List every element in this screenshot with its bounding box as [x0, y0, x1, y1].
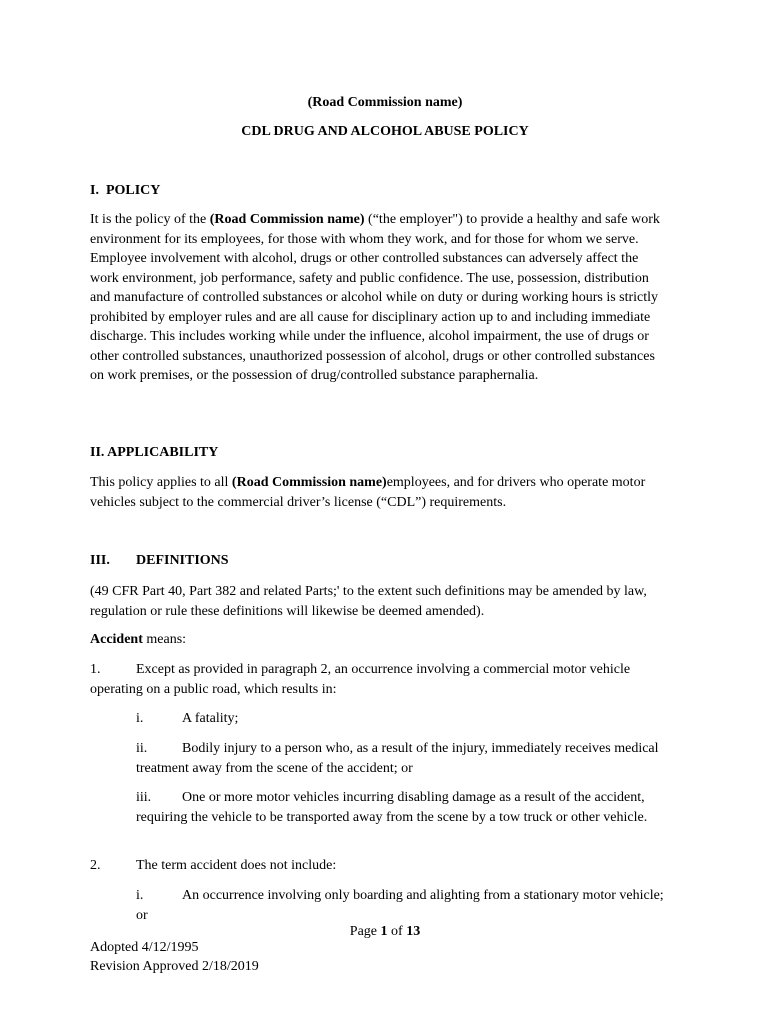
sub2-item-i: [136, 886, 666, 925]
accident-means: means:: [142, 632, 187, 647]
applicability-text-pre: This policy applies to all: [90, 475, 232, 490]
sub2-item-i-number: i.: [136, 888, 144, 903]
definitions-heading-num: III.: [90, 553, 110, 568]
item-2-number: 2.: [90, 858, 101, 873]
definitions-intro: (49 CFR Part 40, Part 382 and related Parts;' to the extent such definitions may be amended by law, regulation or rule these definitions will likewise be deemed amended).: [90, 584, 647, 619]
applicability-heading: II. APPLICABILITY: [90, 445, 219, 460]
sub-item-iii-text: One or more motor vehicles incurring disabling damage as a result of the accident, requiring the vehicle to be transported away from the scene by a tow truck or other vehicle.: [136, 790, 648, 825]
policy-text-post: (“the employer") to provide a healthy and safe work environment for its employees, for those with whom they work, and for those for whom we serve. Employee involvement with alcohol, drugs or other controlled substances can adversely affect the work environment, job performance, safety and public confidence. The use, possession, distribution and manufacture of controlled substances or alcohol while on duty or during working hours is strictly prohibited by employer rules and are all cause for disciplinary action up to and including immediate discharge. This includes working while under the influence, alcohol impairment, the use of drugs or other controlled substances, unauthorized possession of alcohol, drugs or other controlled substances on work premises, or the possession of drug/controlled substance paraphernalia.: [90, 212, 660, 383]
footer-dates: [90, 938, 259, 976]
sub-item-iii: [136, 788, 666, 827]
accident-definition-label: [90, 630, 665, 650]
adopted-date: Adopted 4/12/1995: [90, 940, 199, 955]
sub-item-i-number: i.: [136, 711, 144, 726]
definition-item-2: [90, 856, 665, 876]
accident-term: Accident: [90, 632, 143, 647]
page-of: of: [387, 924, 407, 939]
definitions-heading: [90, 551, 229, 571]
definition-item-1: [90, 660, 665, 699]
document-title: CDL DRUG AND ALCOHOL ABUSE POLICY: [241, 124, 529, 139]
item-1-number: 1.: [90, 662, 101, 677]
sub-item-i: [136, 709, 666, 729]
page-label: Page: [349, 924, 381, 939]
policy-paragraph: [90, 210, 665, 386]
page-current: 1: [380, 924, 388, 939]
applicability-org-name: (Road Commission name): [231, 475, 387, 490]
item-1-text: Except as provided in paragraph 2, an occurrence involving a commercial motor vehicle operating on a public road, which results in:: [90, 662, 631, 697]
revision-date: Revision Approved 2/18/2019: [90, 959, 259, 974]
applicability-paragraph: [90, 473, 665, 512]
sub-item-ii-text: Bodily injury to a person who, as a result of the injury, immediately receives medical treatment away from the scene of the accident; or: [136, 741, 659, 776]
policy-org-name: (Road Commission name): [209, 212, 365, 227]
sub-item-ii-number: ii.: [136, 741, 148, 756]
sub-item-ii: [136, 739, 666, 778]
policy-heading: I. POLICY: [90, 183, 161, 198]
definitions-heading-text: DEFINITIONS: [136, 553, 229, 568]
org-name-header: (Road Commission name): [307, 95, 463, 110]
policy-text-pre: It is the policy of the: [90, 212, 210, 227]
item-2-text: The term accident does not include:: [136, 858, 337, 873]
applicability-text-post: employees, and for drivers who operate motor vehicles subject to the commercial driver’s license (“CDL”) requirements.: [90, 475, 646, 510]
page-total: 13: [406, 924, 421, 939]
sub2-item-i-text: An occurrence involving only boarding and alighting from a stationary motor vehicle; or: [136, 888, 664, 923]
sub-item-i-text: A fatality;: [182, 711, 239, 726]
sub-item-iii-number: iii.: [136, 790, 152, 805]
